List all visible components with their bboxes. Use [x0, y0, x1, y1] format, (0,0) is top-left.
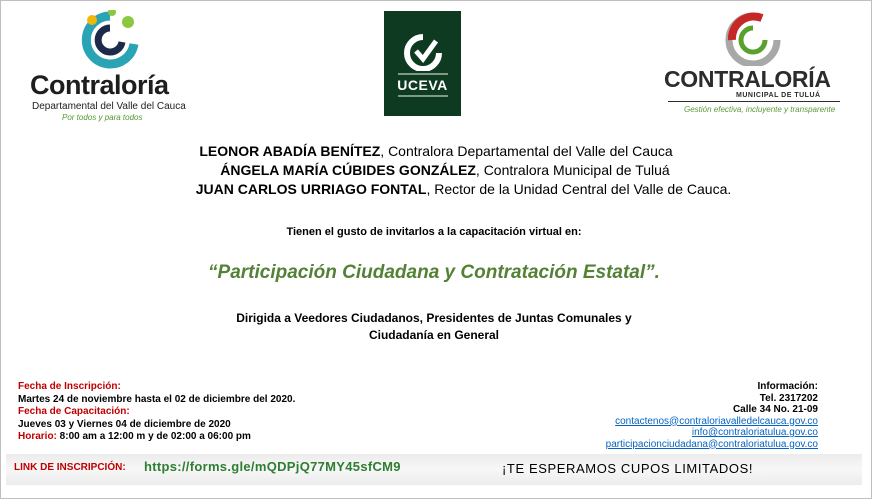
- host-name: LEONOR ABADÍA BENÍTEZ: [199, 143, 381, 159]
- registration-value: Martes 24 de noviembre hasta el 02 de diciembre del 2020.: [18, 393, 296, 405]
- right-logo-name: CONTRALORÍA: [664, 66, 831, 92]
- right-logo-subtitle: MUNICIPAL DE TULUÁ: [736, 92, 821, 99]
- audience-line: Dirigida a Veedores Ciudadanos, Presidentes de Juntas Comunales y: [236, 311, 632, 325]
- host-role: , Rector de la Unidad Central del Valle de Cauca.: [426, 181, 732, 197]
- training-label: Fecha de Capacitación:: [18, 406, 130, 417]
- event-details: [18, 381, 295, 444]
- limited-spots-notice: ¡TE ESPERAMOS CUPOS LIMITADOS!: [502, 461, 754, 476]
- left-logo-name: Contraloría: [30, 70, 169, 100]
- email-link-participacion[interactable]: participacionciudadana@contraloriatulua.gov.co: [605, 438, 818, 450]
- uceva-logo: [384, 11, 461, 116]
- audience-block: [0, 310, 868, 344]
- right-logo-divider: [668, 101, 840, 102]
- right-logo-slogan: Gestión efectiva, incluyente y transparente: [684, 105, 836, 114]
- audience-line: Ciudadanía en General: [368, 328, 500, 342]
- contact-phone: Tel. 2317202: [759, 392, 818, 404]
- host-name: JUAN CARLOS URRIAGO FONTAL: [195, 181, 427, 197]
- contraloria-tulua-logo: [662, 10, 852, 120]
- email-link-contactenos[interactable]: contactenos@contraloriavalledelcauca.gov.co: [615, 415, 818, 427]
- contraloria-tulua-emblem-icon: [722, 10, 784, 66]
- contraloria-valle-logo: [26, 10, 196, 120]
- registration-label: Fecha de Inscripción:: [18, 381, 121, 392]
- invite-text: Tienen el gusto de invitarlos a la capacitación virtual en:: [286, 226, 582, 238]
- registration-link-label: LINK DE INSCRIPCIÓN:: [14, 462, 126, 473]
- host-role: , Contralora Departamental del Valle del Cauca: [380, 143, 673, 159]
- event-title: “Participación Ciudadana y Contratación Estatal”.: [208, 262, 660, 283]
- registration-link[interactable]: https://forms.gle/mQDPjQ77MY45sfCM9: [144, 459, 401, 474]
- left-logo-slogan: Por todos y para todos: [62, 113, 143, 122]
- schedule-label: Horario:: [18, 431, 57, 442]
- uceva-logo-name: UCEVA: [397, 77, 448, 93]
- training-value: Jueves 03 y Viernes 04 de diciembre de 2020: [18, 418, 231, 430]
- schedule-value: 8:00 am a 12:00 m y de 02:00 a 06:00 pm: [56, 431, 251, 442]
- left-logo-subtitle: Departamental del Valle del Cauca: [32, 101, 186, 112]
- hosts-block: [0, 142, 872, 199]
- uceva-caption-line: [398, 73, 448, 75]
- host-line: [0, 142, 872, 161]
- host-role: , Contralora Municipal de Tuluá: [475, 162, 670, 178]
- uceva-emblem-icon: [402, 33, 444, 71]
- host-line: [0, 161, 872, 180]
- contraloria-valle-emblem-icon: [78, 10, 142, 70]
- contact-address: Calle 34 No. 21-09: [732, 404, 818, 415]
- contact-info: [606, 381, 818, 450]
- uceva-caption-line: [398, 95, 448, 97]
- host-name: ÁNGELA MARÍA CÚBIDES GONZÁLEZ: [220, 162, 476, 178]
- host-line: [0, 180, 872, 199]
- email-link-info[interactable]: info@contraloriatulua.gov.co: [691, 427, 818, 438]
- contact-label: Información:: [757, 381, 818, 392]
